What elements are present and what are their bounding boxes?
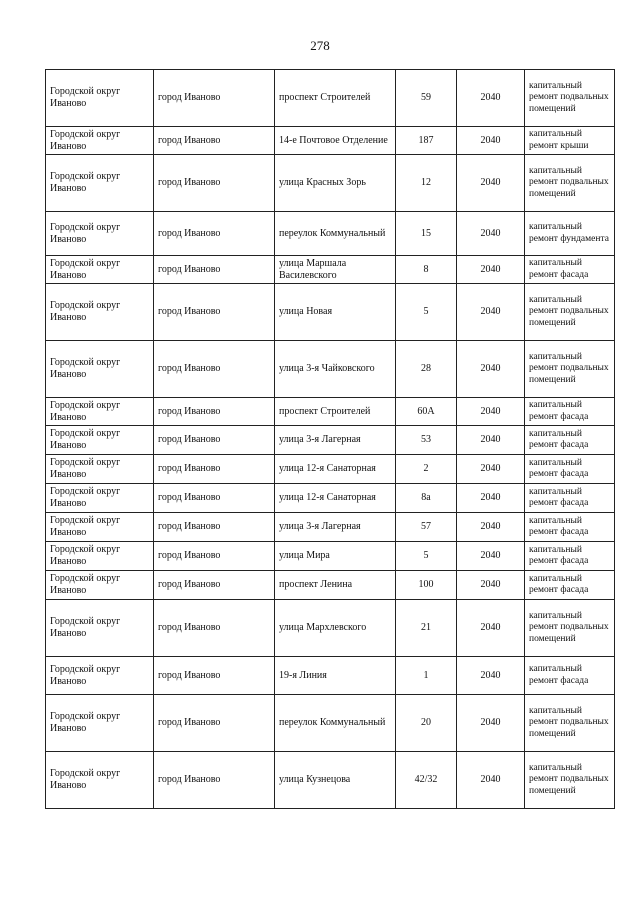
table-row <box>46 127 615 155</box>
house-cell: 20 <box>396 695 457 752</box>
year-cell: 2040 <box>457 127 525 155</box>
street-cell: улица 12-я Санаторная <box>275 484 396 513</box>
okrug-cell: Городской округ Иваново <box>46 657 154 695</box>
table-row <box>46 426 615 455</box>
table-row <box>46 657 615 695</box>
street-cell: улица 12-я Санаторная <box>275 455 396 484</box>
work-type-cell: капитальный ремонт подвальных помещений <box>525 341 615 398</box>
house-cell: 12 <box>396 155 457 212</box>
city-cell: город Иваново <box>154 155 275 212</box>
street-cell: 19-я Линия <box>275 657 396 695</box>
house-cell: 8а <box>396 484 457 513</box>
year-cell: 2040 <box>457 341 525 398</box>
okrug-cell: Городской округ Иваново <box>46 341 154 398</box>
year-cell: 2040 <box>457 571 525 600</box>
house-cell: 53 <box>396 426 457 455</box>
street-cell: улица Мира <box>275 542 396 571</box>
work-type-cell: капитальный ремонт крыши <box>525 127 615 155</box>
house-cell: 2 <box>396 455 457 484</box>
year-cell: 2040 <box>457 484 525 513</box>
okrug-cell: Городской округ Иваново <box>46 284 154 341</box>
table-row <box>46 70 615 127</box>
city-cell: город Иваново <box>154 256 275 284</box>
okrug-cell: Городской округ Иваново <box>46 752 154 809</box>
city-cell: город Иваново <box>154 341 275 398</box>
table-row <box>46 455 615 484</box>
city-cell: город Иваново <box>154 695 275 752</box>
work-type-cell: капитальный ремонт подвальных помещений <box>525 600 615 657</box>
repair-registry-table <box>45 69 615 809</box>
okrug-cell: Городской округ Иваново <box>46 571 154 600</box>
year-cell: 2040 <box>457 455 525 484</box>
street-cell: улица 3-я Лагерная <box>275 513 396 542</box>
street-cell: переулок Коммунальный <box>275 695 396 752</box>
work-type-cell: капитальный ремонт фасада <box>525 571 615 600</box>
city-cell: город Иваново <box>154 752 275 809</box>
work-type-cell: капитальный ремонт подвальных помещений <box>525 695 615 752</box>
work-type-cell: капитальный ремонт подвальных помещений <box>525 752 615 809</box>
table-row <box>46 542 615 571</box>
okrug-cell: Городской округ Иваново <box>46 695 154 752</box>
house-cell: 5 <box>396 284 457 341</box>
okrug-cell: Городской округ Иваново <box>46 542 154 571</box>
street-cell: улица Маршала Василевского <box>275 256 396 284</box>
street-cell: проспект Строителей <box>275 70 396 127</box>
house-cell: 28 <box>396 341 457 398</box>
okrug-cell: Городской округ Иваново <box>46 455 154 484</box>
house-cell: 59 <box>396 70 457 127</box>
house-cell: 15 <box>396 212 457 256</box>
table-row <box>46 571 615 600</box>
city-cell: город Иваново <box>154 571 275 600</box>
year-cell: 2040 <box>457 542 525 571</box>
year-cell: 2040 <box>457 155 525 212</box>
okrug-cell: Городской округ Иваново <box>46 70 154 127</box>
okrug-cell: Городской округ Иваново <box>46 600 154 657</box>
street-cell: проспект Строителей <box>275 398 396 426</box>
work-type-cell: капитальный ремонт фасада <box>525 513 615 542</box>
city-cell: город Иваново <box>154 513 275 542</box>
house-cell: 100 <box>396 571 457 600</box>
year-cell: 2040 <box>457 513 525 542</box>
table-row <box>46 155 615 212</box>
house-cell: 8 <box>396 256 457 284</box>
street-cell: переулок Коммунальный <box>275 212 396 256</box>
work-type-cell: капитальный ремонт фасада <box>525 484 615 513</box>
work-type-cell: капитальный ремонт подвальных помещений <box>525 155 615 212</box>
work-type-cell: капитальный ремонт фасада <box>525 426 615 455</box>
city-cell: город Иваново <box>154 284 275 341</box>
house-cell: 187 <box>396 127 457 155</box>
year-cell: 2040 <box>457 600 525 657</box>
work-type-cell: капитальный ремонт подвальных помещений <box>525 284 615 341</box>
table-row <box>46 212 615 256</box>
city-cell: город Иваново <box>154 398 275 426</box>
table-row <box>46 513 615 542</box>
street-cell: улица 3-я Лагерная <box>275 426 396 455</box>
year-cell: 2040 <box>457 752 525 809</box>
work-type-cell: капитальный ремонт фасада <box>525 398 615 426</box>
city-cell: город Иваново <box>154 127 275 155</box>
city-cell: город Иваново <box>154 600 275 657</box>
table-row <box>46 695 615 752</box>
city-cell: город Иваново <box>154 542 275 571</box>
table-row <box>46 284 615 341</box>
okrug-cell: Городской округ Иваново <box>46 484 154 513</box>
street-cell: улица Новая <box>275 284 396 341</box>
page-number: 278 <box>310 38 330 53</box>
okrug-cell: Городской округ Иваново <box>46 155 154 212</box>
house-cell: 42/32 <box>396 752 457 809</box>
street-cell: улица 3-я Чайковского <box>275 341 396 398</box>
street-cell: улица Мархлевского <box>275 600 396 657</box>
okrug-cell: Городской округ Иваново <box>46 513 154 542</box>
city-cell: город Иваново <box>154 657 275 695</box>
street-cell: проспект Ленина <box>275 571 396 600</box>
city-cell: город Иваново <box>154 484 275 513</box>
table-row <box>46 752 615 809</box>
city-cell: город Иваново <box>154 455 275 484</box>
okrug-cell: Городской округ Иваново <box>46 256 154 284</box>
okrug-cell: Городской округ Иваново <box>46 426 154 455</box>
work-type-cell: капитальный ремонт подвальных помещений <box>525 70 615 127</box>
year-cell: 2040 <box>457 284 525 341</box>
okrug-cell: Городской округ Иваново <box>46 398 154 426</box>
year-cell: 2040 <box>457 70 525 127</box>
table-row <box>46 398 615 426</box>
street-cell: улица Красных Зорь <box>275 155 396 212</box>
work-type-cell: капитальный ремонт фундамента <box>525 212 615 256</box>
work-type-cell: капитальный ремонт фасада <box>525 657 615 695</box>
okrug-cell: Городской округ Иваново <box>46 127 154 155</box>
street-cell: 14-е Почтовое Отделение <box>275 127 396 155</box>
year-cell: 2040 <box>457 695 525 752</box>
house-cell: 57 <box>396 513 457 542</box>
year-cell: 2040 <box>457 212 525 256</box>
table-row <box>46 256 615 284</box>
street-cell: улица Кузнецова <box>275 752 396 809</box>
table-row <box>46 600 615 657</box>
house-cell: 21 <box>396 600 457 657</box>
work-type-cell: капитальный ремонт фасада <box>525 256 615 284</box>
city-cell: город Иваново <box>154 70 275 127</box>
year-cell: 2040 <box>457 657 525 695</box>
work-type-cell: капитальный ремонт фасада <box>525 455 615 484</box>
city-cell: город Иваново <box>154 212 275 256</box>
city-cell: город Иваново <box>154 426 275 455</box>
year-cell: 2040 <box>457 426 525 455</box>
year-cell: 2040 <box>457 398 525 426</box>
okrug-cell: Городской округ Иваново <box>46 212 154 256</box>
house-cell: 5 <box>396 542 457 571</box>
house-cell: 60А <box>396 398 457 426</box>
work-type-cell: капитальный ремонт фасада <box>525 542 615 571</box>
house-cell: 1 <box>396 657 457 695</box>
table-row <box>46 484 615 513</box>
table-row <box>46 341 615 398</box>
year-cell: 2040 <box>457 256 525 284</box>
